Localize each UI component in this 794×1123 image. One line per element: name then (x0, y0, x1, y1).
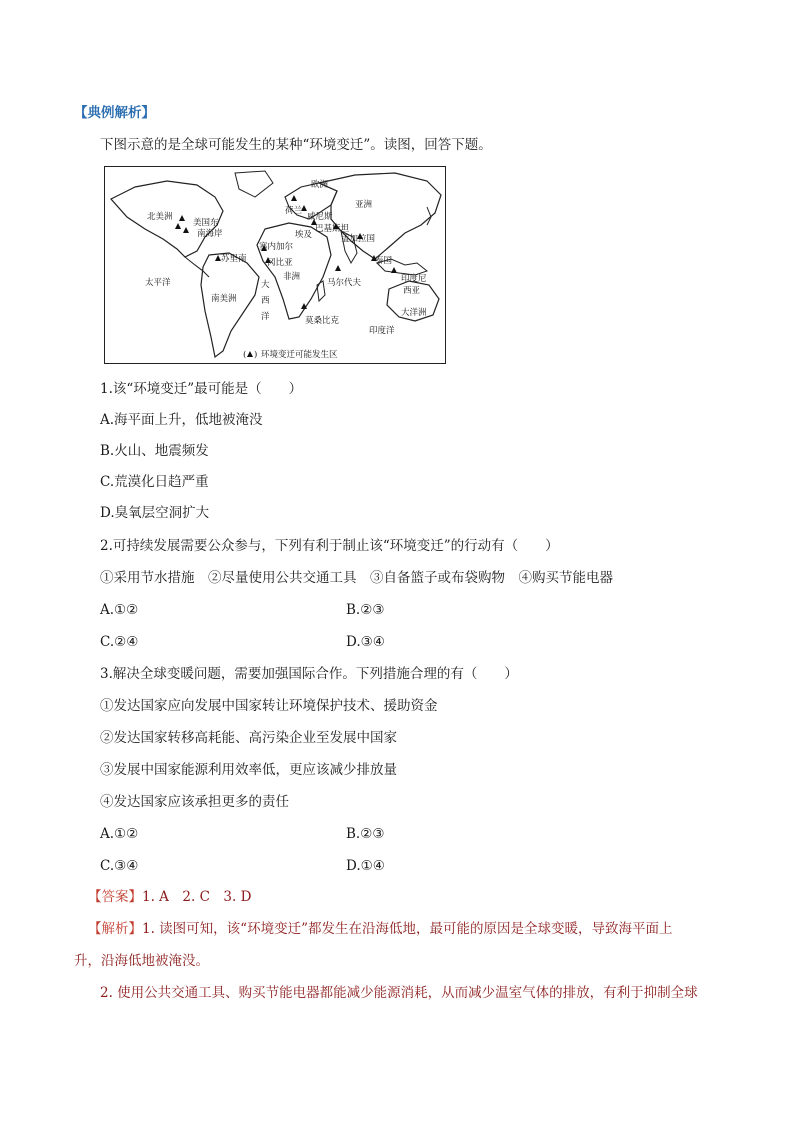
q3-stem: 3.解决全球变暖问题，需要加强国际合作。下列措施合理的有（ ） (100, 666, 518, 682)
q1-option-d: D.臭氧层空洞扩大 (100, 505, 210, 521)
map-legend (243, 349, 338, 360)
label-europe: 欧洲 (311, 180, 329, 190)
label-us-east-coast-2: 南海岸 (197, 229, 223, 239)
intro-text: 下图示意的是全球可能发生的某种“环境变迁”。读图，回答下题。 (100, 137, 492, 153)
greenland-outline (235, 171, 273, 197)
marker-us-east-3 (183, 227, 189, 233)
q2-items: ①采用节水措施 ②尽量使用公共交通工具 ③自备篮子或布袋购物 ④购买节能电器 (100, 570, 613, 586)
label-gambia: 冈比亚 (267, 258, 293, 268)
madagascar-outline (317, 281, 325, 301)
q3-item-3: ③发展中国家能源利用效率低，更应该减少排放量 (100, 762, 397, 778)
asia-outline (319, 173, 441, 259)
q2-option-a: A.①② (100, 602, 139, 618)
q2-stem: 2.可持续发展需要公众参与，下列有利于制止该“环境变迁”的行动有（ ） (100, 538, 559, 554)
label-indonesia-2: 西亚 (403, 286, 421, 296)
label-africa: 非洲 (283, 272, 301, 282)
q3-item-1: ①发达国家应向发展中国家转让环境保护技术、援助资金 (100, 698, 438, 714)
label-indonesia: 印度尼 (401, 274, 427, 284)
q3-option-d: D.①④ (346, 858, 385, 874)
q3-option-b: B.②③ (346, 826, 385, 842)
q3-option-a: A.①② (100, 826, 139, 842)
label-south-america: 南美洲 (211, 294, 237, 304)
q2-option-d: D.③④ (346, 634, 385, 650)
label-netherlands: 荷兰 (285, 206, 303, 216)
q1-option-c: C.荒漠化日趋严重 (100, 474, 209, 490)
label-maldives: 马尔代夫 (327, 278, 362, 288)
central-america-outline (185, 257, 209, 277)
analysis-line-1 (88, 920, 672, 938)
q3-item-4: ④发达国家应该承担更多的责任 (100, 794, 289, 810)
label-oceania: 大洋洲 (401, 308, 427, 318)
legend-bracket-close: ) (254, 350, 258, 360)
answer-line (88, 888, 251, 906)
label-atlantic-3: 洋 (261, 312, 270, 322)
japan-outline (427, 207, 431, 225)
analysis-tag: 【解析】 (88, 921, 142, 937)
world-map-figure (104, 166, 446, 364)
label-indian-ocean: 印度洋 (369, 326, 395, 336)
answer-text: 1. A 2. C 3. D (142, 889, 252, 905)
marker-maldives (335, 265, 341, 271)
label-egypt: 埃及 (295, 230, 313, 240)
marker-us-east-1 (179, 215, 185, 221)
label-atlantic-1: 大 (261, 280, 270, 290)
analysis-line-3: 2. 使用公共交通工具、购买节能电器都能减少能源消耗，从而减少温室气体的排放，有利于抑制全球 (100, 985, 698, 1001)
q2-option-c: C.②④ (100, 634, 139, 650)
label-pakistan: 巴基斯坦 (315, 224, 350, 234)
label-suriname: 苏里南 (221, 254, 247, 264)
marker-indonesia (391, 267, 397, 273)
legend-bracket-open: ( (243, 350, 247, 360)
legend-triangle-icon (247, 351, 253, 357)
legend-text: 环境变迁可能发生区 (261, 350, 338, 360)
label-asia: 亚洲 (355, 200, 373, 210)
label-mozambique: 莫桑比克 (305, 316, 340, 326)
marker-netherlands (291, 195, 297, 201)
label-bangladesh: 孟加拉国 (341, 234, 376, 244)
label-venice: 威尼斯 (307, 212, 333, 222)
q2-option-b: B.②③ (346, 602, 385, 618)
label-us-east-coast-1: 美国东 (193, 218, 219, 228)
label-north-america: 北美洲 (147, 212, 173, 222)
q3-option-c: C.③④ (100, 858, 139, 874)
label-senegal: 塞内加尔 (259, 242, 294, 252)
label-thailand: 泰国 (375, 256, 393, 266)
world-map-svg (105, 167, 445, 363)
q1-stem: 1.该“环境变迁”最可能是（ ） (100, 381, 303, 397)
answer-tag: 【答案】 (88, 889, 142, 905)
q3-item-2: ②发达国家转移高耗能、高污染企业至发展中国家 (100, 730, 397, 746)
q1-option-a: A.海平面上升，低地被淹没 (100, 412, 263, 428)
label-atlantic-2: 西 (261, 296, 270, 306)
analysis-line-2: 升，沿海低地被淹没。 (74, 953, 209, 969)
analysis-text-1: 1. 读图可知，该“环境变迁”都发生在沿海低地，最可能的原因是全球变暖，导致海平面上 (142, 921, 673, 937)
marker-us-east-2 (175, 223, 181, 229)
south-america-outline (201, 253, 259, 357)
section-heading: 【典例解析】 (74, 105, 155, 121)
q1-option-b: B.火山、地震频发 (100, 443, 209, 459)
label-pacific: 太平洋 (145, 278, 171, 288)
